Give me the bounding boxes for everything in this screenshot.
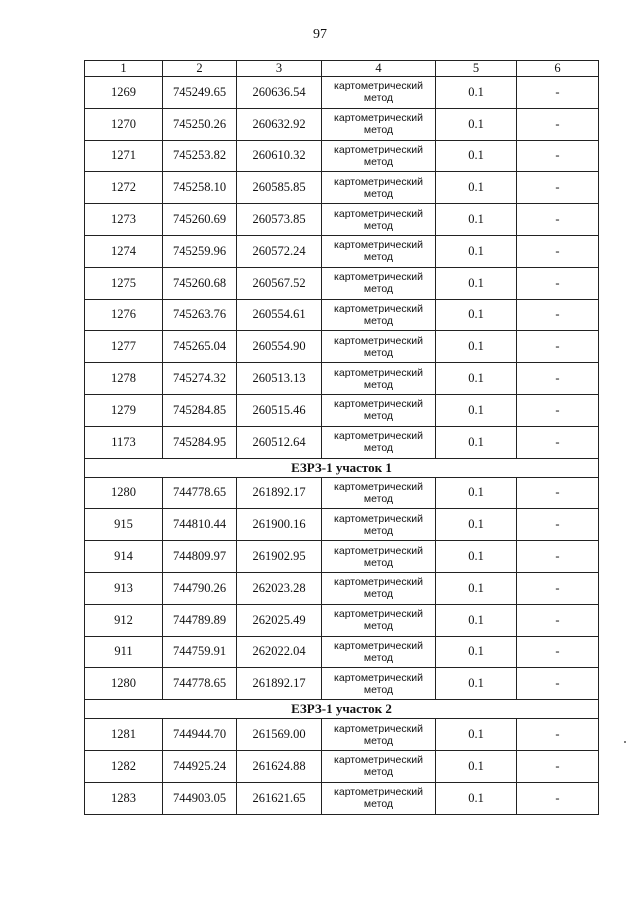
accuracy-cell: 0.1 xyxy=(436,782,517,814)
method-cell: картометрический метод xyxy=(322,331,436,363)
note-cell: - xyxy=(517,108,599,140)
accuracy-cell: 0.1 xyxy=(436,140,517,172)
accuracy-cell: 0.1 xyxy=(436,299,517,331)
note-cell: - xyxy=(517,77,599,109)
x-coordinate-cell: 744789.89 xyxy=(163,604,237,636)
accuracy-cell: 0.1 xyxy=(436,668,517,700)
section-title-row xyxy=(85,458,599,477)
y-coordinate-cell: 261892.17 xyxy=(237,477,322,509)
section-title-row xyxy=(85,700,599,719)
table-row xyxy=(85,668,599,700)
method-cell: картометрический метод xyxy=(322,204,436,236)
point-number-cell: 1276 xyxy=(85,299,163,331)
y-coordinate-cell: 261569.00 xyxy=(237,719,322,751)
x-coordinate-cell: 744809.97 xyxy=(163,541,237,573)
accuracy-cell: 0.1 xyxy=(436,172,517,204)
y-coordinate-cell: 260512.64 xyxy=(237,426,322,458)
table-row xyxy=(85,140,599,172)
x-coordinate-cell: 745249.65 xyxy=(163,77,237,109)
table-row xyxy=(85,636,599,668)
point-number-cell: 912 xyxy=(85,604,163,636)
note-cell: - xyxy=(517,204,599,236)
accuracy-cell: 0.1 xyxy=(436,363,517,395)
note-cell: - xyxy=(517,604,599,636)
column-header: 3 xyxy=(237,61,322,77)
note-cell: - xyxy=(517,636,599,668)
column-header: 1 xyxy=(85,61,163,77)
y-coordinate-cell: 260636.54 xyxy=(237,77,322,109)
method-cell: картометрический метод xyxy=(322,509,436,541)
accuracy-cell: 0.1 xyxy=(436,572,517,604)
accuracy-cell: 0.1 xyxy=(436,719,517,751)
method-cell: картометрический метод xyxy=(322,108,436,140)
accuracy-cell: 0.1 xyxy=(436,426,517,458)
table-row xyxy=(85,331,599,363)
method-cell: картометрический метод xyxy=(322,572,436,604)
table-row xyxy=(85,541,599,573)
x-coordinate-cell: 744759.91 xyxy=(163,636,237,668)
method-cell: картометрический метод xyxy=(322,363,436,395)
section-title: ЕЗРЗ-1 участок 1 xyxy=(85,458,599,477)
point-number-cell: 1280 xyxy=(85,477,163,509)
accuracy-cell: 0.1 xyxy=(436,604,517,636)
x-coordinate-cell: 744944.70 xyxy=(163,719,237,751)
y-coordinate-cell: 260585.85 xyxy=(237,172,322,204)
note-cell: - xyxy=(517,331,599,363)
point-number-cell: 1282 xyxy=(85,750,163,782)
page-number: 97 xyxy=(313,27,327,42)
point-number-cell: 915 xyxy=(85,509,163,541)
table-row xyxy=(85,572,599,604)
x-coordinate-cell: 745253.82 xyxy=(163,140,237,172)
method-cell: картометрический метод xyxy=(322,782,436,814)
accuracy-cell: 0.1 xyxy=(436,204,517,236)
point-number-cell: 1272 xyxy=(85,172,163,204)
table-row xyxy=(85,108,599,140)
point-number-cell: 1283 xyxy=(85,782,163,814)
point-number-cell: 1279 xyxy=(85,394,163,426)
y-coordinate-cell: 260554.90 xyxy=(237,331,322,363)
y-coordinate-cell: 261624.88 xyxy=(237,750,322,782)
accuracy-cell: 0.1 xyxy=(436,636,517,668)
point-number-cell: 1280 xyxy=(85,668,163,700)
table-row xyxy=(85,204,599,236)
x-coordinate-cell: 745260.68 xyxy=(163,267,237,299)
column-header: 6 xyxy=(517,61,599,77)
x-coordinate-cell: 745263.76 xyxy=(163,299,237,331)
table-row xyxy=(85,426,599,458)
method-cell: картометрический метод xyxy=(322,541,436,573)
x-coordinate-cell: 744925.24 xyxy=(163,750,237,782)
method-cell: картометрический метод xyxy=(322,668,436,700)
point-number-cell: 1271 xyxy=(85,140,163,172)
point-number-cell: 1173 xyxy=(85,426,163,458)
y-coordinate-cell: 260513.13 xyxy=(237,363,322,395)
table-row xyxy=(85,363,599,395)
scan-speck xyxy=(624,741,626,743)
table-row xyxy=(85,750,599,782)
y-coordinate-cell: 261900.16 xyxy=(237,509,322,541)
x-coordinate-cell: 745284.95 xyxy=(163,426,237,458)
accuracy-cell: 0.1 xyxy=(436,235,517,267)
table-row xyxy=(85,604,599,636)
y-coordinate-cell: 260632.92 xyxy=(237,108,322,140)
y-coordinate-cell: 262022.04 xyxy=(237,636,322,668)
table-row xyxy=(85,477,599,509)
x-coordinate-cell: 745258.10 xyxy=(163,172,237,204)
y-coordinate-cell: 260610.32 xyxy=(237,140,322,172)
section-title: ЕЗРЗ-1 участок 2 xyxy=(85,700,599,719)
table-row xyxy=(85,394,599,426)
x-coordinate-cell: 745260.69 xyxy=(163,204,237,236)
table-row xyxy=(85,235,599,267)
note-cell: - xyxy=(517,541,599,573)
note-cell: - xyxy=(517,477,599,509)
note-cell: - xyxy=(517,750,599,782)
accuracy-cell: 0.1 xyxy=(436,541,517,573)
note-cell: - xyxy=(517,299,599,331)
point-number-cell: 914 xyxy=(85,541,163,573)
x-coordinate-cell: 745250.26 xyxy=(163,108,237,140)
note-cell: - xyxy=(517,140,599,172)
y-coordinate-cell: 260573.85 xyxy=(237,204,322,236)
note-cell: - xyxy=(517,235,599,267)
y-coordinate-cell: 261902.95 xyxy=(237,541,322,573)
point-number-cell: 911 xyxy=(85,636,163,668)
method-cell: картометрический метод xyxy=(322,750,436,782)
point-number-cell: 1269 xyxy=(85,77,163,109)
x-coordinate-cell: 744778.65 xyxy=(163,668,237,700)
y-coordinate-cell: 262023.28 xyxy=(237,572,322,604)
table-body xyxy=(85,61,599,815)
accuracy-cell: 0.1 xyxy=(436,750,517,782)
y-coordinate-cell: 261892.17 xyxy=(237,668,322,700)
y-coordinate-cell: 261621.65 xyxy=(237,782,322,814)
coordinates-table xyxy=(84,60,599,815)
note-cell: - xyxy=(517,572,599,604)
note-cell: - xyxy=(517,668,599,700)
accuracy-cell: 0.1 xyxy=(436,477,517,509)
point-number-cell: 1275 xyxy=(85,267,163,299)
point-number-cell: 1273 xyxy=(85,204,163,236)
point-number-cell: 913 xyxy=(85,572,163,604)
method-cell: картометрический метод xyxy=(322,477,436,509)
point-number-cell: 1270 xyxy=(85,108,163,140)
x-coordinate-cell: 745259.96 xyxy=(163,235,237,267)
method-cell: картометрический метод xyxy=(322,299,436,331)
x-coordinate-cell: 744810.44 xyxy=(163,509,237,541)
accuracy-cell: 0.1 xyxy=(436,509,517,541)
method-cell: картометрический метод xyxy=(322,140,436,172)
point-number-cell: 1274 xyxy=(85,235,163,267)
column-header: 5 xyxy=(436,61,517,77)
table-header-row xyxy=(85,61,599,77)
y-coordinate-cell: 260567.52 xyxy=(237,267,322,299)
note-cell: - xyxy=(517,719,599,751)
point-number-cell: 1278 xyxy=(85,363,163,395)
x-coordinate-cell: 744903.05 xyxy=(163,782,237,814)
method-cell: картометрический метод xyxy=(322,604,436,636)
note-cell: - xyxy=(517,426,599,458)
note-cell: - xyxy=(517,782,599,814)
note-cell: - xyxy=(517,267,599,299)
y-coordinate-cell: 260554.61 xyxy=(237,299,322,331)
accuracy-cell: 0.1 xyxy=(436,77,517,109)
point-number-cell: 1281 xyxy=(85,719,163,751)
method-cell: картометрический метод xyxy=(322,77,436,109)
method-cell: картометрический метод xyxy=(322,719,436,751)
accuracy-cell: 0.1 xyxy=(436,394,517,426)
method-cell: картометрический метод xyxy=(322,394,436,426)
column-header: 2 xyxy=(163,61,237,77)
method-cell: картометрический метод xyxy=(322,235,436,267)
table-row xyxy=(85,267,599,299)
table-row xyxy=(85,299,599,331)
table-row xyxy=(85,77,599,109)
y-coordinate-cell: 262025.49 xyxy=(237,604,322,636)
accuracy-cell: 0.1 xyxy=(436,331,517,363)
note-cell: - xyxy=(517,363,599,395)
x-coordinate-cell: 744778.65 xyxy=(163,477,237,509)
y-coordinate-cell: 260572.24 xyxy=(237,235,322,267)
point-number-cell: 1277 xyxy=(85,331,163,363)
note-cell: - xyxy=(517,509,599,541)
column-header: 4 xyxy=(322,61,436,77)
table-row xyxy=(85,509,599,541)
x-coordinate-cell: 744790.26 xyxy=(163,572,237,604)
table-row xyxy=(85,172,599,204)
note-cell: - xyxy=(517,172,599,204)
x-coordinate-cell: 745274.32 xyxy=(163,363,237,395)
x-coordinate-cell: 745265.04 xyxy=(163,331,237,363)
y-coordinate-cell: 260515.46 xyxy=(237,394,322,426)
x-coordinate-cell: 745284.85 xyxy=(163,394,237,426)
table-row xyxy=(85,719,599,751)
method-cell: картометрический метод xyxy=(322,267,436,299)
method-cell: картометрический метод xyxy=(322,636,436,668)
method-cell: картометрический метод xyxy=(322,426,436,458)
accuracy-cell: 0.1 xyxy=(436,108,517,140)
table-row xyxy=(85,782,599,814)
accuracy-cell: 0.1 xyxy=(436,267,517,299)
note-cell: - xyxy=(517,394,599,426)
method-cell: картометрический метод xyxy=(322,172,436,204)
